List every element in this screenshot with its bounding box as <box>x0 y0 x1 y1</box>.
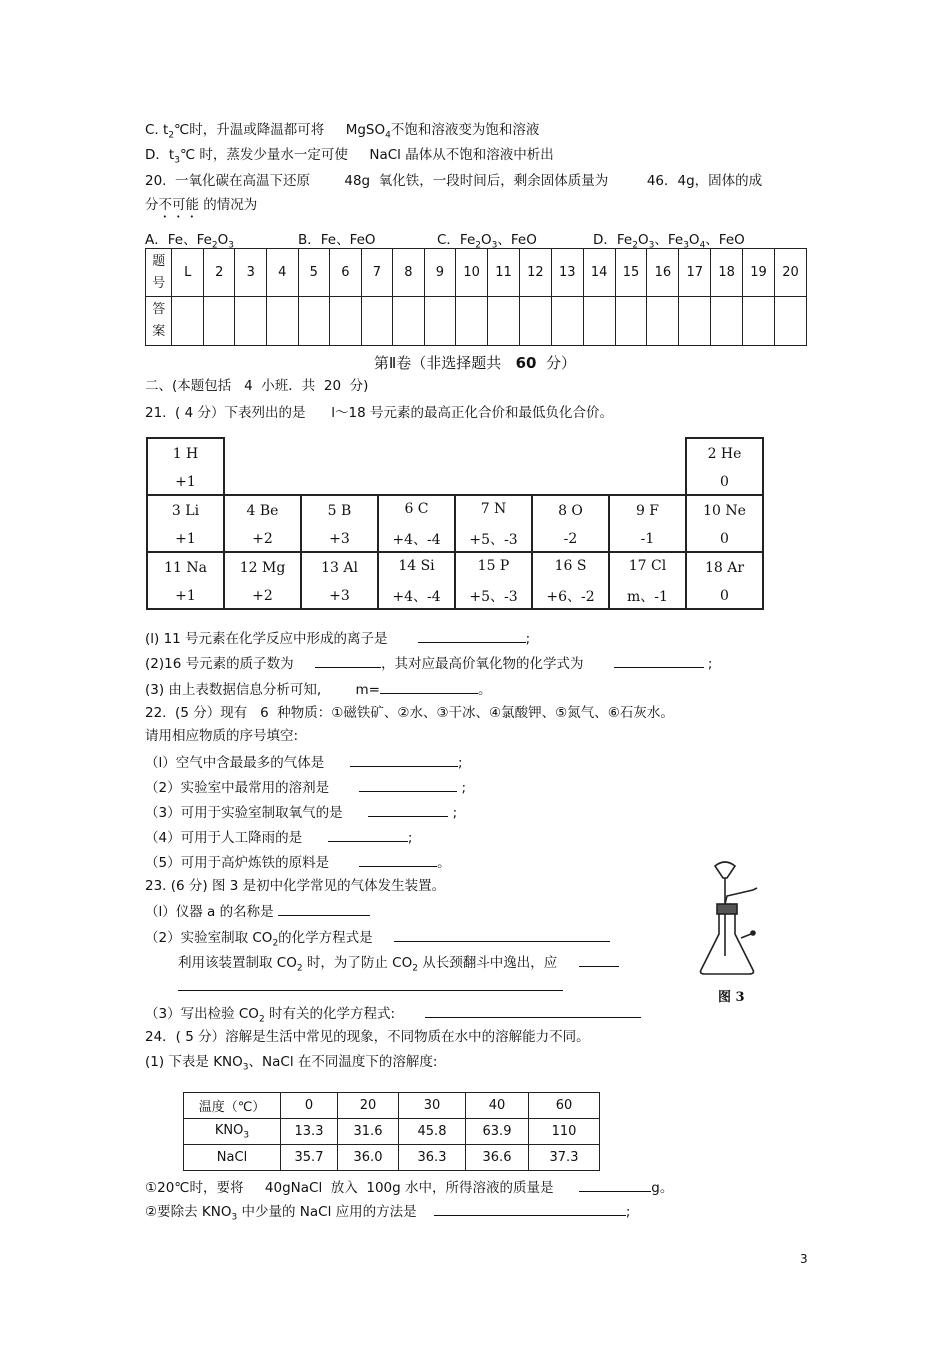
valence-value: 0 <box>720 530 729 547</box>
element-cell <box>455 552 532 609</box>
valence-value: +5、-3 <box>469 531 518 548</box>
answer-cell[interactable] <box>488 297 520 346</box>
q19-option-d: D．$t_3℃$ 时，蒸发少量水一定可使 NaCl 晶体从不饱和溶液中析出 <box>145 147 554 166</box>
q20-option-c: C．$Fe_2O_3$、FeO <box>437 232 537 251</box>
q22-instruction: 请用相应物质的序号填空: <box>145 728 299 744</box>
valence-value: -2 <box>563 530 578 547</box>
solubility-value: 36.6 <box>466 1145 529 1171</box>
answer-blank[interactable] <box>315 653 381 668</box>
answer-blank[interactable] <box>359 777 457 792</box>
question-number: 16 <box>647 249 679 297</box>
element-symbol: 1 H <box>172 445 199 462</box>
answer-cell[interactable] <box>583 297 615 346</box>
part2-section-heading: 二、(本题包括 4 小班．共 20 分) <box>145 378 369 394</box>
element-cell <box>224 552 301 609</box>
solubility-value: 31.6 <box>338 1119 399 1145</box>
q20-stem-line2: 分不可能 的情况为 <box>145 197 258 213</box>
valence-value: +1 <box>175 530 196 547</box>
stopper <box>717 904 737 914</box>
solubility-table <box>183 1092 600 1171</box>
question-number: 8 <box>393 249 425 297</box>
temperature-header: 温度（℃） <box>184 1093 281 1119</box>
element-cell <box>609 552 686 609</box>
question-number: 18 <box>711 249 743 297</box>
q21-part1: (l) 11 号元素在化学反应中形成的离子是 ; <box>145 628 530 648</box>
answer-cell[interactable] <box>615 297 647 346</box>
question-number-label: 题号 <box>146 249 172 297</box>
question-number: 5 <box>298 249 330 297</box>
q23-part2-continued: 利用该装置制取 $CO_2$ 时，为了防止 $CO_2$ 从长颈翻斗中逸出，应 <box>178 952 619 978</box>
q23-part3: （3）写出检验 $CO_2$ 时有关的化学方程式: <box>145 1003 641 1029</box>
question-number: 9 <box>424 249 456 297</box>
question-number: 3 <box>235 249 267 297</box>
question-number: 2 <box>203 249 235 297</box>
valence-row <box>147 495 763 552</box>
gas-generator-figure <box>695 860 775 1005</box>
element-cell <box>532 552 609 609</box>
solubility-value: 37.3 <box>529 1145 600 1171</box>
answer-grid <box>145 248 807 346</box>
q22-item: （2）实验室中最常用的溶剂是 ; <box>145 777 466 797</box>
q20-option-a: A．Fe、$Fe_2O_3$ <box>145 232 235 251</box>
question-number: 10 <box>456 249 488 297</box>
solubility-header-row <box>184 1093 600 1119</box>
answer-blank[interactable] <box>359 852 437 867</box>
answer-blank[interactable] <box>328 827 408 842</box>
q23-part1: （l）仪器 a 的名称是 <box>145 901 370 921</box>
question-number: 17 <box>679 249 711 297</box>
question-number: 4 <box>267 249 299 297</box>
periodic-valence-table <box>146 437 764 610</box>
solubility-value: 45.8 <box>399 1119 466 1145</box>
answer-blank[interactable] <box>278 901 370 916</box>
element-symbol: 6 C <box>404 500 429 517</box>
q21-part2: (2)16 号元素的质子数为 ，其对应最高价氧化物的化学式为 ; <box>145 653 712 673</box>
answer-cell[interactable] <box>203 297 235 346</box>
element-cell <box>455 495 532 552</box>
empty-cell <box>609 438 686 495</box>
valence-value: +4、-4 <box>392 588 441 605</box>
answer-cell[interactable] <box>679 297 711 346</box>
substance-label: $KNO_3$ <box>184 1119 281 1145</box>
valence-value: +2 <box>252 587 273 604</box>
q22-item: （4）可用于人工降雨的是 ; <box>145 827 412 847</box>
answer-blank[interactable] <box>579 952 619 967</box>
temperature-value: 0 <box>281 1093 338 1119</box>
answer-grid-number-row <box>146 249 807 297</box>
element-cell <box>301 495 378 552</box>
question-number: L <box>172 249 203 297</box>
element-symbol: 18 Ar <box>704 559 745 576</box>
element-symbol: 16 S <box>554 557 587 574</box>
empty-cell <box>378 438 455 495</box>
temperature-value: 20 <box>338 1093 399 1119</box>
answer-grid-answer-row <box>146 297 807 346</box>
answer-blank[interactable] <box>418 628 526 643</box>
valence-value: m、-1 <box>627 588 668 605</box>
answer-blank[interactable] <box>368 802 448 817</box>
element-symbol: 12 Mg <box>239 559 286 576</box>
valence-value: +3 <box>329 587 350 604</box>
answer-cell[interactable] <box>647 297 679 346</box>
question-number: 11 <box>488 249 520 297</box>
funnel-cup <box>715 862 735 878</box>
answer-cell[interactable] <box>519 297 551 346</box>
question-number: 6 <box>330 249 362 297</box>
element-cell <box>378 495 455 552</box>
valence-value: 0 <box>720 473 729 490</box>
solubility-row-kno3 <box>184 1119 600 1145</box>
question-number: 19 <box>743 249 775 297</box>
q22-item: （3）可用于实验室制取氧气的是 ; <box>145 802 457 822</box>
empty-cell <box>301 438 378 495</box>
q24-sub2: ②要除去 $KNO_3$ 中少量的 NaCl 应用的方法是 ; <box>145 1201 630 1227</box>
answer-blank[interactable] <box>434 1201 626 1216</box>
q20-option-d: D．$Fe_2O_3$、$Fe_3O_4$、FeO <box>593 232 745 251</box>
answer-blank[interactable] <box>614 653 704 668</box>
q24-sub1: ①20℃时，要将 40gNaCl 放入 100g 水中，所得溶液的质量是 g。 <box>145 1177 673 1197</box>
question-number: 13 <box>551 249 583 297</box>
element-symbol: 13 Al <box>321 559 358 576</box>
answer-label: 答案 <box>146 297 172 346</box>
question-number: 15 <box>615 249 647 297</box>
valence-value: +2 <box>252 530 273 547</box>
answer-cell[interactable] <box>298 297 330 346</box>
answer-cell[interactable] <box>551 297 583 346</box>
temperature-value: 30 <box>399 1093 466 1119</box>
element-symbol: 5 B <box>327 502 352 519</box>
question-number: 12 <box>519 249 551 297</box>
element-cell <box>378 552 455 609</box>
valence-value: +1 <box>175 473 196 490</box>
answer-blank[interactable] <box>394 927 610 942</box>
answer-cell[interactable] <box>456 297 488 346</box>
q22-stem: 22. (5 分）现有 6 种物质：①磁铁矿、②水、③干冰、④氯酸钾、⑤氮气、⑥石灰水。 <box>145 705 674 721</box>
temperature-value: 60 <box>529 1093 600 1119</box>
solubility-row-nacl <box>184 1145 600 1171</box>
valence-value: +6、-2 <box>546 588 595 605</box>
element-symbol: 11 Na <box>164 559 207 576</box>
empty-cell <box>455 438 532 495</box>
valence-value: +1 <box>175 587 196 604</box>
element-cell <box>532 495 609 552</box>
answer-line[interactable] <box>178 990 563 991</box>
valence-value: +4、-4 <box>392 531 441 548</box>
valence-row <box>147 438 763 495</box>
solubility-value: 36.3 <box>399 1145 466 1171</box>
q19-option-c: C. $t_2℃$时，升温或降温都可将 MgSO$_4$不饱和溶液变为饱和溶液 <box>145 122 540 141</box>
q22-item: （l）空气中含最最多的气体是 ; <box>145 752 463 772</box>
element-cell <box>686 495 763 552</box>
answer-cell[interactable] <box>774 297 806 346</box>
element-cell <box>147 495 224 552</box>
answer-blank[interactable] <box>380 679 478 694</box>
q21-part3: (3) 由上表数据信息分析可知, m= 。 <box>145 679 492 699</box>
substance-label: NaCl <box>184 1145 281 1171</box>
element-symbol: 4 Be <box>246 502 279 519</box>
question-number: 14 <box>583 249 615 297</box>
q21-stem: 21. ( 4 分）下表列出的是 l～18 号元素的最高正化合价和最低负化合价。 <box>145 405 613 421</box>
solubility-value: 35.7 <box>281 1145 338 1171</box>
element-symbol: 7 N <box>480 500 507 517</box>
q24-stem: 24．( 5 分）溶解是生活中常见的现象，不同物质在水中的溶解能力不同。 <box>145 1029 590 1045</box>
figure-caption: 图 3 <box>718 990 745 1005</box>
q23-part2: （2）实验室制取 $CO_2$的化学方程式是 <box>145 927 610 953</box>
answer-cell[interactable] <box>743 297 775 346</box>
emphasis-dots: 不可能 <box>158 197 199 213</box>
empty-cell <box>224 438 301 495</box>
element-cell <box>147 438 224 495</box>
valence-value: -1 <box>640 530 655 547</box>
temperature-value: 40 <box>466 1093 529 1119</box>
label-dot-a <box>751 931 755 935</box>
valence-value: +3 <box>329 530 350 547</box>
element-cell <box>686 552 763 609</box>
q20-option-b: B．Fe、FeO <box>298 232 376 248</box>
element-symbol: 3 Li <box>171 502 200 519</box>
answer-cell[interactable] <box>235 297 267 346</box>
label-pointer-a <box>741 934 751 938</box>
q24-part1: (1) 下表是 $KNO_3$、NaCl 在不同温度下的溶解度: <box>145 1054 438 1073</box>
part2-title: 第Ⅱ卷（非选择题共 60 分） <box>373 354 577 372</box>
element-symbol: 17 Cl <box>628 557 667 574</box>
question-number: 20 <box>774 249 806 297</box>
q23-stem: 23. (6 分) 图 3 是初中化学常见的气体发生装置。 <box>145 878 446 894</box>
solubility-value: 13.3 <box>281 1119 338 1145</box>
answer-blank[interactable] <box>350 752 458 767</box>
element-cell <box>224 495 301 552</box>
answer-cell[interactable] <box>172 297 203 346</box>
element-symbol: 14 Si <box>398 557 435 574</box>
solubility-value: 63.9 <box>466 1119 529 1145</box>
solubility-value: 110 <box>529 1119 600 1145</box>
valence-value: +5、-3 <box>469 588 518 605</box>
answer-cell[interactable] <box>330 297 362 346</box>
answer-cell[interactable] <box>711 297 743 346</box>
q22-item: （5）可用于高炉炼铁的原料是 。 <box>145 852 451 872</box>
element-symbol: 8 O <box>558 502 583 519</box>
answer-blank[interactable] <box>425 1003 641 1018</box>
answer-cell[interactable] <box>424 297 456 346</box>
element-symbol: 15 P <box>477 557 510 574</box>
element-symbol: 2 He <box>707 445 742 462</box>
solubility-value: 36.0 <box>338 1145 399 1171</box>
valence-value: 0 <box>720 587 729 604</box>
answer-cell[interactable] <box>267 297 299 346</box>
element-cell <box>147 552 224 609</box>
answer-cell[interactable] <box>393 297 425 346</box>
delivery-tube <box>725 888 757 904</box>
valence-row <box>147 552 763 609</box>
element-cell <box>301 552 378 609</box>
conical-flask <box>701 914 754 974</box>
answer-cell[interactable] <box>361 297 393 346</box>
question-number: 7 <box>361 249 393 297</box>
page-number: 3 <box>800 1252 808 1266</box>
element-symbol: 9 F <box>635 502 660 519</box>
empty-cell <box>532 438 609 495</box>
element-symbol: 10 Ne <box>703 502 746 519</box>
answer-blank[interactable] <box>579 1177 651 1192</box>
element-cell <box>609 495 686 552</box>
q20-stem: 20. 一氧化碳在高温下还原 48g 氧化铁，一段时间后，剩余固体质量为 46．4g，固体的成 <box>145 173 763 189</box>
element-cell <box>686 438 763 495</box>
